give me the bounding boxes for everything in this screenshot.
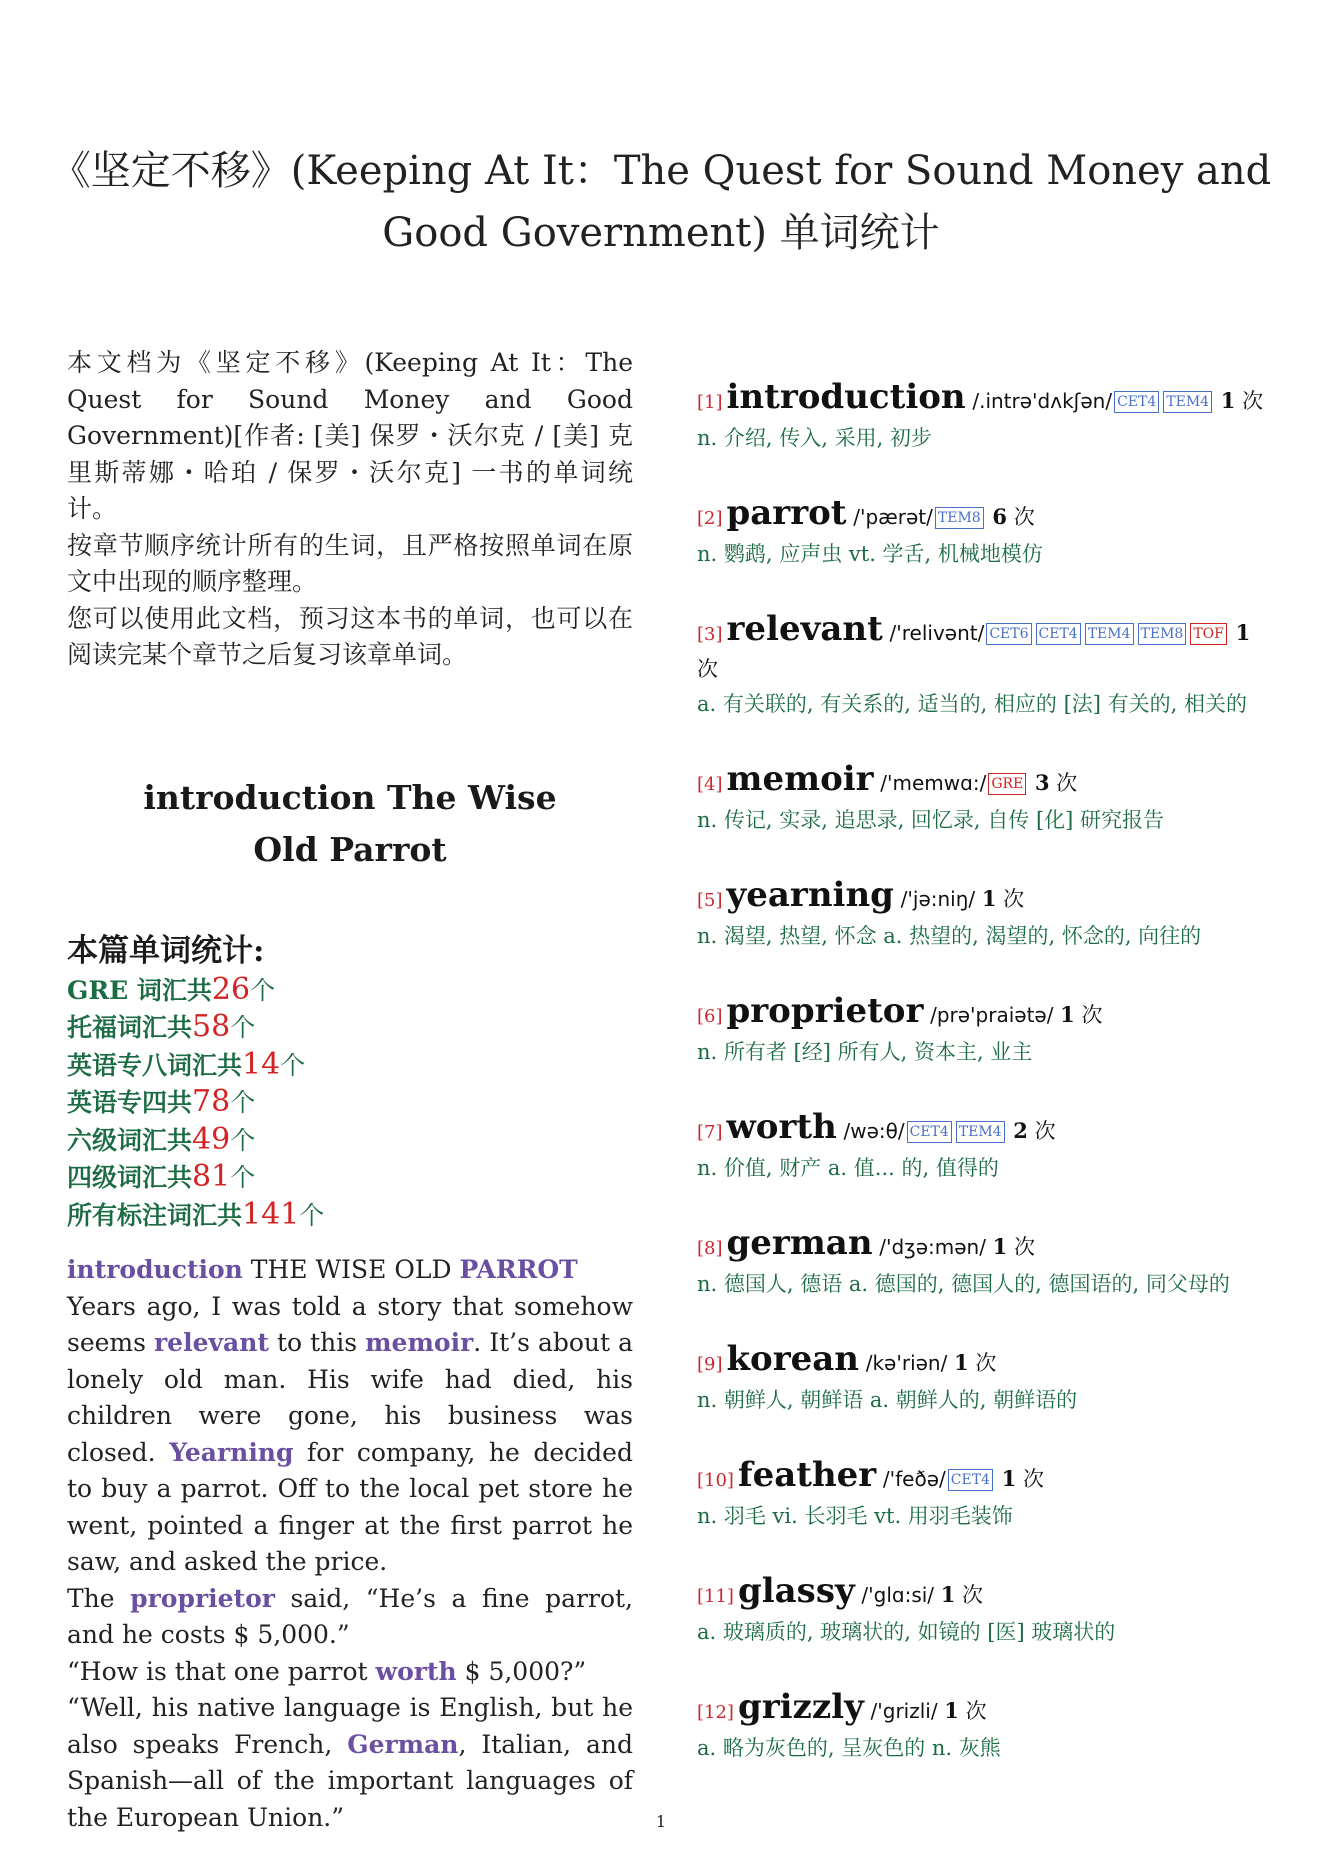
intro-paragraph: 按章节顺序统计所有的生词，且严格按照单词在原文中出现的顺序整理。: [67, 530, 633, 596]
highlighted-word: memoir: [365, 1328, 474, 1357]
exam-tag: TEM4: [1163, 391, 1212, 413]
word-headword: memoir: [726, 759, 874, 799]
highlighted-word: introduction: [67, 1255, 243, 1284]
stat-label: 四级词汇共: [67, 1163, 193, 1192]
passage-paragraph: “How is that one parrot worth $ 5,000?”: [67, 1656, 587, 1686]
word-phonetic: /wə:θ/: [843, 1119, 905, 1143]
word-definition: a. 有关联的, 有关系的, 适当的, 相应的 [法] 有关的, 相关的: [697, 692, 1248, 716]
word-entry: [697, 991, 1267, 1070]
word-phonetic: /'pærət/: [853, 505, 933, 529]
stat-count: 141: [242, 1196, 300, 1232]
exam-tag: TEM8: [935, 507, 984, 529]
word-count-unit: 次: [975, 1351, 997, 1375]
word-headword: korean: [726, 1339, 860, 1379]
stat-count: 49: [192, 1121, 231, 1157]
highlighted-word: PARROT: [459, 1255, 578, 1284]
exam-tag: TOF: [1190, 623, 1227, 645]
stat-unit: 个: [230, 1163, 256, 1192]
stat-unit: 个: [230, 1088, 256, 1117]
word-count-unit: 次: [1022, 1467, 1044, 1491]
word-definition: n. 所有者 [经] 所有人, 资本主, 业主: [697, 1040, 1033, 1064]
word-headword: grizzly: [737, 1687, 864, 1727]
word-count: 1: [1060, 1002, 1075, 1027]
word-index: [4]: [697, 774, 723, 795]
word-entry: [697, 1687, 1267, 1766]
word-entry: [697, 493, 1267, 572]
word-count: 1: [954, 1350, 969, 1375]
highlighted-word: worth: [375, 1656, 457, 1686]
stats-title: 本篇单词统计:: [67, 932, 265, 969]
word-definition: n. 羽毛 vi. 长羽毛 vt. 用羽毛装饰: [697, 1504, 1013, 1528]
word-phonetic: /'feðə/: [882, 1467, 946, 1491]
stat-label: 托福词汇共: [67, 1013, 193, 1042]
exam-tag: CET4: [1036, 623, 1081, 645]
word-headword: relevant: [726, 609, 883, 649]
word-definition: n. 渴望, 热望, 怀念 a. 热望的, 渴望的, 怀念的, 向往的: [697, 924, 1202, 948]
word-index: [10]: [697, 1470, 734, 1491]
word-count-unit: 次: [1056, 771, 1078, 795]
word-definition: n. 鹦鹉, 应声虫 vt. 学舌, 机械地模仿: [697, 542, 1043, 566]
highlighted-word: Yearning: [169, 1437, 294, 1467]
word-index: [9]: [697, 1354, 723, 1375]
stat-unit: 个: [280, 1050, 306, 1080]
word-definition: a. 玻璃质的, 玻璃状的, 如镜的 [医] 玻璃状的: [697, 1620, 1116, 1644]
stat-unit: 个: [299, 1200, 325, 1230]
word-entry: [697, 1339, 1267, 1418]
highlighted-word: German: [347, 1729, 459, 1759]
word-count: 1: [981, 886, 997, 911]
word-headword: worth: [726, 1107, 837, 1147]
passage-paragraph: “Well, his native language is English, but he also speaks French, German, Italian, and Spanish—all of the important languages of the European Union.”: [67, 1693, 633, 1832]
stat-label: 英语专四共: [67, 1088, 193, 1117]
chapter-heading: introduction The Wise Old Parrot: [143, 777, 557, 869]
exam-tag: CET4: [948, 1469, 993, 1491]
word-headword: feather: [737, 1455, 877, 1495]
word-count-unit: 次: [1034, 1119, 1056, 1143]
word-index: [3]: [697, 624, 723, 645]
highlighted-word: relevant: [154, 1328, 269, 1357]
word-phonetic: /.intrə'dʌkʃən/: [972, 389, 1113, 413]
word-index: [6]: [697, 1006, 723, 1027]
word-phonetic: /'glɑ:si/: [861, 1583, 935, 1607]
left-column: [67, 345, 633, 1836]
word-index: [2]: [697, 508, 723, 529]
word-definition: n. 传记, 实录, 追思录, 回忆录, 自传 [化] 研究报告: [697, 808, 1165, 832]
exam-tag: TEM4: [956, 1121, 1005, 1143]
stats-block: [67, 930, 633, 1235]
word-count: 3: [1034, 770, 1050, 795]
word-entry: [697, 875, 1267, 954]
stat-count: 58: [192, 1009, 231, 1044]
word-entry: [697, 1571, 1267, 1650]
word-count: 1: [944, 1698, 959, 1723]
word-entry: [697, 1107, 1267, 1186]
stat-unit: 个: [230, 1125, 256, 1155]
word-index: [11]: [697, 1586, 734, 1607]
word-phonetic: /kə'riən/: [865, 1351, 948, 1375]
exam-tag: CET6: [986, 623, 1031, 645]
word-count-unit: 次: [1081, 1003, 1103, 1027]
passage: [67, 1252, 633, 1836]
word-headword: german: [726, 1223, 873, 1263]
word-count: 1: [940, 1582, 956, 1607]
passage-heading-text: THE WISE OLD: [242, 1255, 460, 1284]
exam-tag: CET4: [1114, 391, 1159, 413]
stat-label: 所有标注词汇共: [67, 1200, 243, 1230]
word-count: 1: [992, 1234, 1008, 1259]
passage-paragraph: Years ago, I was told a story that somehow seems relevant to this memoir. It’s about a lonely old man. His wife had died, his children were gone, his business was closed. Yearning for company, he decided to buy a parrot. Off to the local pet store he went, pointed a finger at the first parrot he saw, and asked the price.: [67, 1291, 634, 1576]
intro-paragraph: 本文档为《坚定不移》(Keeping At It：The Quest for Sound Money and Good Government)[作者: [美] 保罗・沃尔克 / [美] 克里斯蒂娜・哈珀 / 保罗・沃尔克] 一书的单词统计。: [67, 348, 633, 523]
exam-tag: TEM4: [1085, 623, 1134, 645]
word-index: [5]: [697, 890, 723, 911]
word-count-unit: 次: [1003, 887, 1025, 911]
exam-tag: CET4: [907, 1121, 952, 1143]
stat-count: 14: [242, 1046, 281, 1082]
word-entry: [697, 759, 1267, 838]
page-number: 1: [655, 1812, 667, 1831]
stat-line: [67, 1197, 633, 1235]
word-definition: n. 介绍, 传入, 采用, 初步: [697, 426, 932, 450]
word-count-unit: 次: [697, 657, 718, 681]
stat-count: 81: [192, 1159, 231, 1194]
stat-line: [67, 1122, 633, 1160]
highlighted-word: proprietor: [130, 1583, 275, 1613]
passage-paragraph: The proprietor said, “He’s a fine parrot, and he costs $ 5,000.”: [67, 1583, 633, 1649]
stat-line: [67, 972, 633, 1010]
word-phonetic: /prə'praiətə/: [930, 1003, 1054, 1027]
word-headword: glassy: [737, 1571, 855, 1611]
intro-text: [67, 345, 633, 674]
exam-tag: TEM8: [1138, 623, 1187, 645]
stat-label: 英语专八词汇共: [67, 1050, 243, 1080]
stat-label: 六级词汇共: [67, 1125, 193, 1155]
word-entry: [697, 609, 1267, 722]
word-count-unit: 次: [1013, 1235, 1035, 1259]
stat-label: GRE 词汇共: [67, 975, 212, 1005]
word-entry: [697, 377, 1267, 456]
word-phonetic: /'memwɑ:/: [880, 771, 987, 795]
word-phonetic: /'grizli/: [870, 1699, 938, 1723]
word-headword: yearning: [726, 875, 894, 915]
passage-heading: [67, 1252, 633, 1289]
word-headword: introduction: [726, 377, 966, 417]
word-definition: a. 略为灰色的, 呈灰色的 n. 灰熊: [697, 1736, 1001, 1760]
stat-line: [67, 1159, 633, 1197]
stat-unit: 个: [250, 975, 276, 1005]
stat-unit: 个: [230, 1013, 256, 1042]
word-count-unit: 次: [965, 1699, 987, 1723]
stat-line: [67, 1047, 633, 1085]
word-headword: parrot: [726, 493, 847, 533]
document-title: 《坚定不移》(Keeping At It：The Quest for Sound Money and Good Government) 单词统计: [50, 148, 1272, 256]
word-count-unit: 次: [1013, 505, 1035, 529]
word-definition: n. 价值, 财产 a. 值... 的, 值得的: [697, 1156, 999, 1180]
word-index: [8]: [697, 1238, 723, 1259]
word-count: 6: [992, 504, 1008, 529]
word-count-unit: 次: [962, 1583, 984, 1607]
word-entry: [697, 1223, 1267, 1302]
word-count: 2: [1013, 1118, 1028, 1143]
word-count-unit: 次: [1242, 389, 1264, 413]
word-definition: n. 德国人, 德语 a. 德国的, 德国人的, 德国语的, 同父母的: [697, 1272, 1230, 1296]
word-index: [1]: [697, 392, 723, 413]
word-definition: n. 朝鲜人, 朝鲜语 a. 朝鲜人的, 朝鲜语的: [697, 1388, 1078, 1412]
word-list: [697, 377, 1267, 1806]
exam-tag: GRE: [988, 773, 1026, 795]
stat-count: 26: [211, 971, 251, 1007]
word-index: [7]: [697, 1122, 723, 1143]
word-phonetic: /'jə:niŋ/: [900, 887, 976, 911]
word-phonetic: /'dʒə:mən/: [879, 1235, 986, 1259]
word-phonetic: /'relivənt/: [889, 621, 985, 645]
intro-paragraph: 您可以使用此文档，预习这本书的单词，也可以在阅读完某个章节之后复习该章单词。: [67, 603, 633, 669]
stat-line: [67, 1009, 633, 1047]
word-count: 1: [1220, 388, 1236, 413]
word-index: [12]: [697, 1702, 734, 1723]
word-count: 1: [1001, 1466, 1017, 1491]
word-count: 1: [1235, 620, 1251, 645]
word-headword: proprietor: [726, 991, 924, 1031]
stat-line: [67, 1084, 633, 1122]
stat-count: 78: [192, 1084, 231, 1119]
word-entry: [697, 1455, 1267, 1534]
